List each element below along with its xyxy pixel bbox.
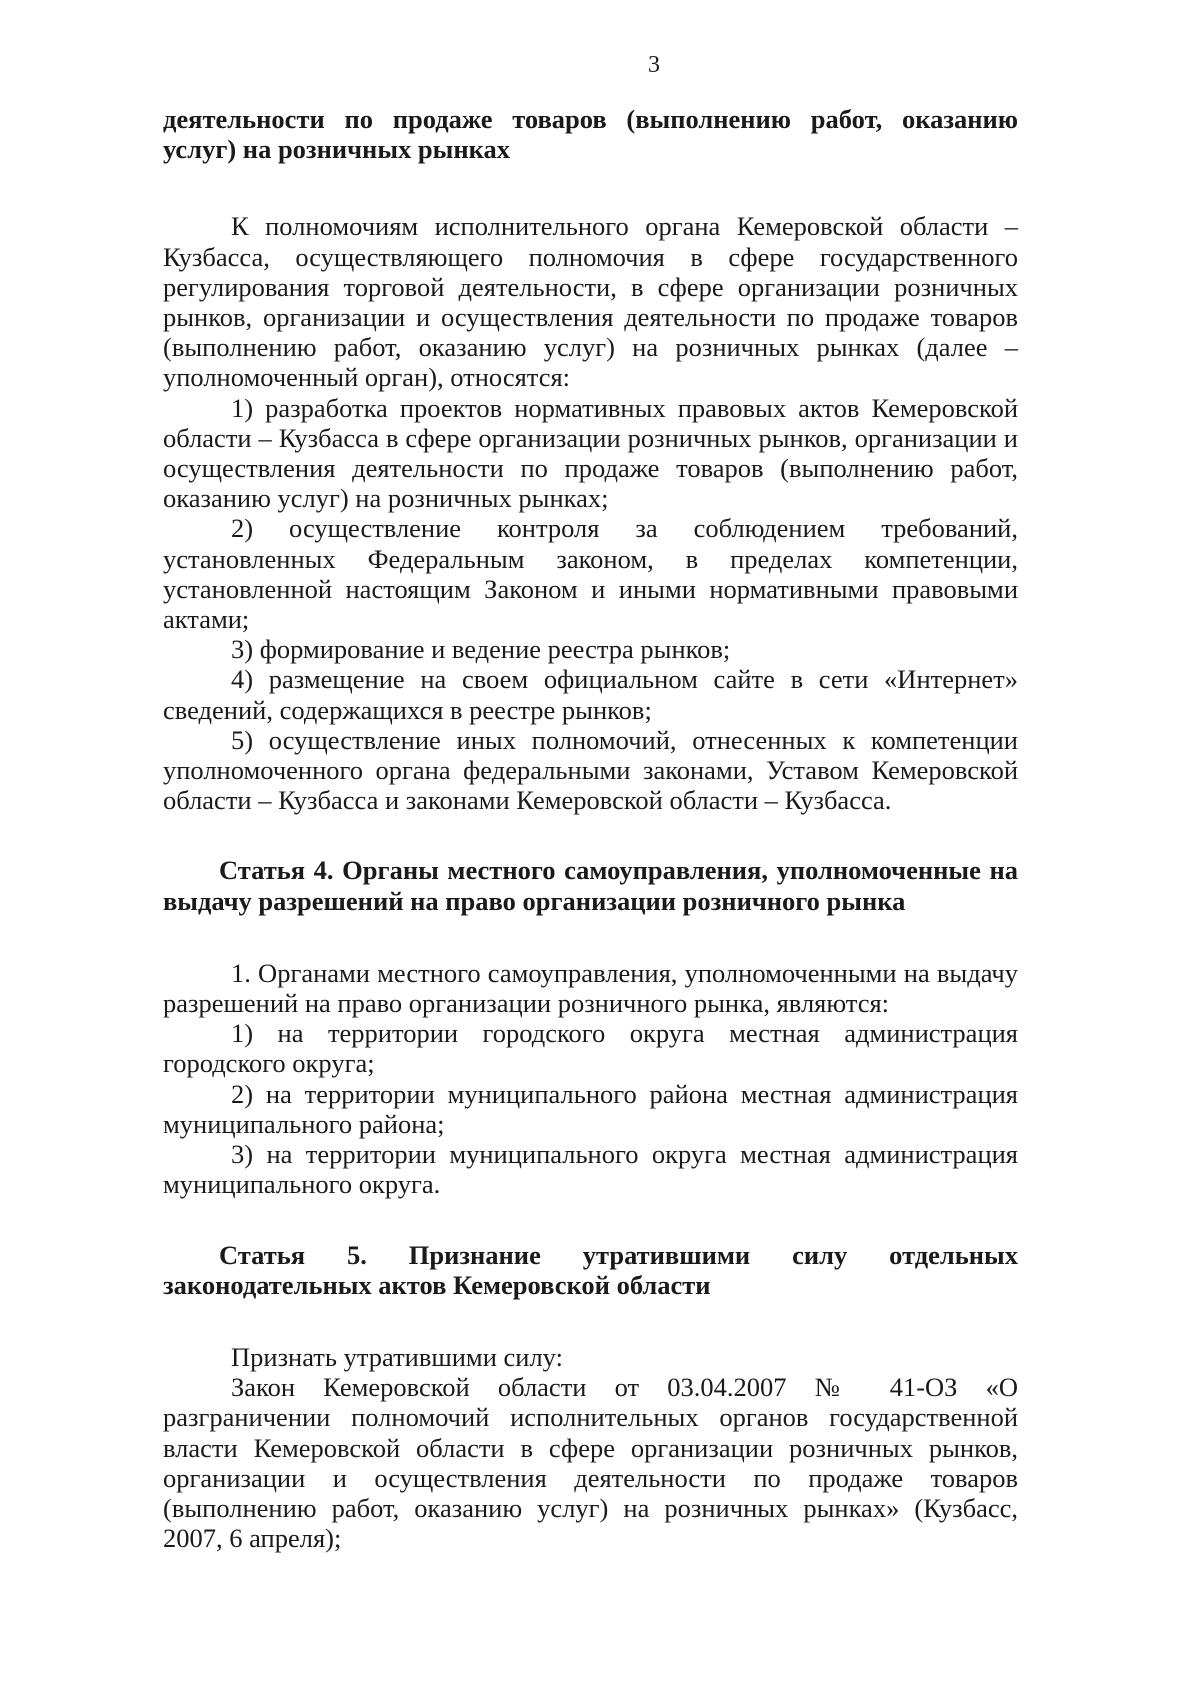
article-3-item-2: 2) осуществление контроля за соблюдением требований, установленных Федеральным законом, в пределах компетенции, установленной настоящим Законом и иными нормативными правовыми актами; xyxy=(163,513,1018,635)
article-3-intro: К полномочиям исполнительного органа Кемеровской области – Кузбасса, осуществляющего полномочия в сфере государственного регулирования торговой деятельности, в сфере организации розничных рынков, организации и осуществления деятельности по продаже товаров (выполнению работ, оказанию услуг) на розничных рынках (далее – уполномоченный орган), относятся: xyxy=(163,211,1018,393)
article-3-item-4: 4) размещение на своем официальном сайте в сети «Интернет» сведений, содержащихся в реестре рынков; xyxy=(163,664,1018,725)
article-4-item-2: 2) на территории муниципального района местная администрация муниципального района; xyxy=(163,1078,1018,1139)
article-4-item-1: 1) на территории городского округа местная администрация городского округа; xyxy=(163,1018,1018,1079)
article-5-item-1: Закон Кемеровской области от 03.04.2007 № 41-ОЗ «О разграничении полномочий исполнительных органов государственной власти Кемеровской области в сфере организации розничных рынков, организации и осуществления деятельности по продаже товаров (выполнению работ, оказанию услуг) на розничных рынках» (Кузбасс, 2007, 6 апреля); xyxy=(163,1372,1018,1554)
article-4-item-3: 3) на территории муниципального округа местная администрация муниципального округа. xyxy=(163,1139,1018,1200)
article-3-item-5: 5) осуществление иных полномочий, отнесенных к компетенции уполномоченного органа федеральными законами, Уставом Кемеровской области – Кузбасса и законами Кемеровской области – Кузбасса. xyxy=(163,724,1018,816)
article-5-intro: Признать утратившими силу: xyxy=(231,1341,563,1372)
article-3-item-3: 3) формирование и ведение реестра рынков; xyxy=(231,634,731,665)
article-3-heading-tail: деятельности по продаже товаров (выполнению работ, оказанию услуг) на розничных рынках xyxy=(163,104,1018,165)
article-4-heading: Статья 4. Органы местного самоуправления, уполномоченные на выдачу разрешений на право организации розничного рынка xyxy=(163,855,1018,916)
article-4-intro: 1. Органами местного самоуправления, уполномоченными на выдачу разрешений на право организации розничного рынка, являются: xyxy=(163,957,1018,1019)
article-5-heading: Статья 5. Признание утратившими силу отдельных законодательных актов Кемеровской области xyxy=(163,1239,1018,1300)
page-number: 3 xyxy=(648,52,660,78)
document-body xyxy=(163,104,1018,1553)
article-3-item-1: 1) разработка проектов нормативных правовых актов Кемеровской области – Кузбасса в сфере организации розничных рынков, организации и осуществления деятельности по продаже товаров (выполнению работ, оказанию услуг) на розничных рынках; xyxy=(163,392,1018,514)
